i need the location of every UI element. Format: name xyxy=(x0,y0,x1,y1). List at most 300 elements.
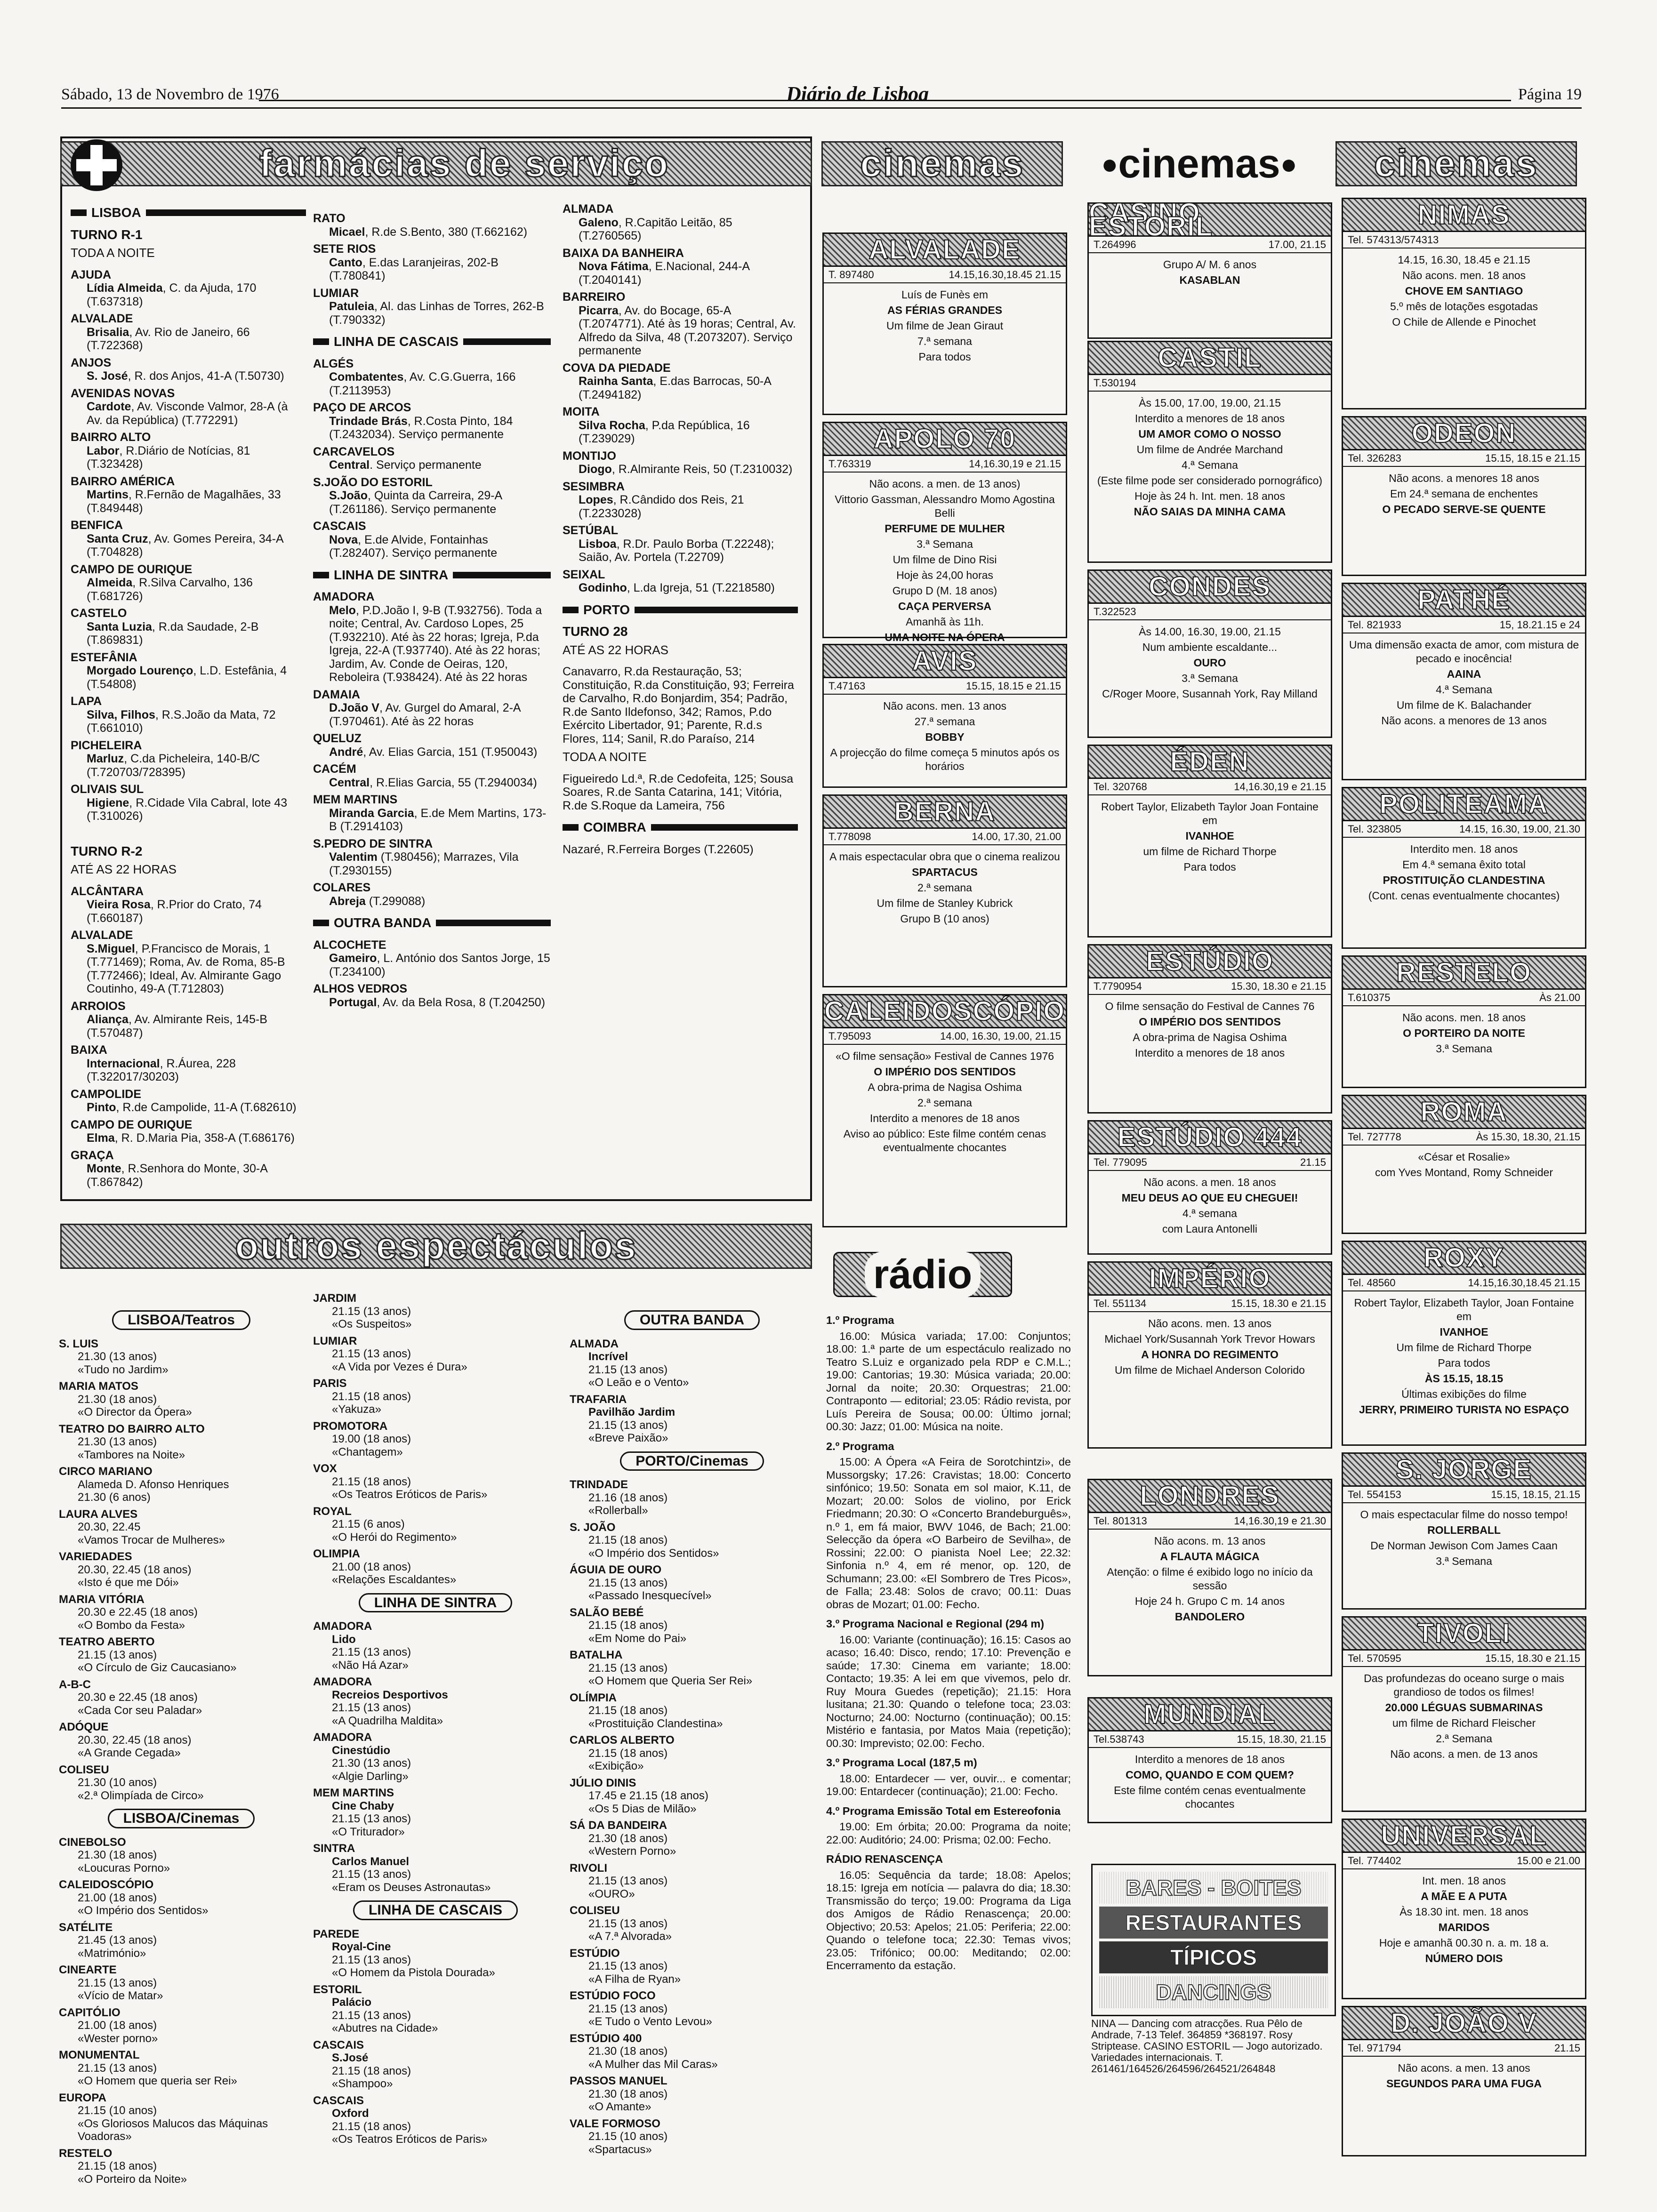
pharmacy-entry xyxy=(313,401,551,441)
show-entry xyxy=(570,1947,814,1986)
show-line: 21.00 (18 anos) xyxy=(78,1891,157,1904)
schedule-heading: ATÉ AS 22 HORAS xyxy=(71,862,177,876)
section-pill-wrap xyxy=(570,1310,814,1330)
show-line: 21.00 (18 anos) xyxy=(332,1560,411,1573)
show-line: 21.45 (13 anos) xyxy=(78,1934,157,1947)
region-bar xyxy=(313,916,551,930)
cinema-line: 3.ª Semana xyxy=(1436,1555,1492,1567)
pharmacy-detail xyxy=(313,776,551,790)
cinema-line: Uma dimensão exacta de amor, com mistura de pecado e inocência! xyxy=(1349,639,1579,665)
show-entry xyxy=(313,1983,558,2035)
cinema-line: «César et Rosalie» xyxy=(1418,1151,1510,1163)
cinema-line: Grupo B (10 anos) xyxy=(900,913,989,925)
cinema-line: (Cont. cenas eventualmente chocantes) xyxy=(1368,890,1560,902)
pharmacy-address: , R.de Campolide, 11-A (T.682610) xyxy=(116,1101,297,1114)
pharmacy-name: Silva Rocha xyxy=(579,418,645,432)
venue-name: RESTELO xyxy=(59,2147,113,2160)
show-line: «Em Nome do Pai» xyxy=(588,1632,687,1645)
pharmacy-detail xyxy=(563,665,798,745)
pharmacy-entry xyxy=(563,202,798,243)
cinema-times: Às 15.30, 18.30, 21.15 xyxy=(1476,1131,1580,1143)
pharmacy-entry xyxy=(313,938,551,979)
cinema-line: A obra-prima de Nagisa Oshima xyxy=(1133,1031,1287,1043)
cinema-name-banner xyxy=(1089,571,1331,604)
show-line: «Prostituição Clandestina» xyxy=(588,1717,723,1730)
show-entry xyxy=(570,1904,814,1943)
cinema-line: Aviso ao público: Este filme contém cenas eventualmente chocantes xyxy=(843,1128,1046,1154)
pharmacy-entry xyxy=(71,651,306,691)
section-pill: LISBOA/Teatros xyxy=(112,1310,250,1330)
show-line: «O Leão e o Vento» xyxy=(588,1376,689,1389)
show-entry xyxy=(313,1505,558,1544)
cinema-box-restelo xyxy=(1342,955,1586,1088)
cinema-body xyxy=(1089,1171,1331,1241)
cinema-times: 15, 18.21.15 e 24 xyxy=(1499,619,1580,631)
venue-name: A-B-C xyxy=(59,1678,91,1691)
pharmacy-address: , L.D. Estefânia, 4 (T.54808) xyxy=(87,664,287,691)
show-entry xyxy=(313,1675,558,1727)
venue-name: TRAFARIA xyxy=(570,1393,627,1406)
pharmacy-address: , R.Áurea, 228 (T.322017/30203) xyxy=(87,1057,236,1083)
cinema-tel-line xyxy=(1089,1154,1331,1171)
cinema-body xyxy=(1089,795,1331,879)
cinema-line: ÀS 15.15, 18.15 xyxy=(1424,1372,1504,1385)
cinema-tel: Tel. 727778 xyxy=(1348,1131,1401,1143)
bar-rule-icon xyxy=(635,607,798,613)
show-line: 21.15 (18 anos) xyxy=(588,1704,668,1717)
pharmacy-locality: COVA DA PIEDADE xyxy=(563,361,671,375)
pharmacy-locality: CARCAVELOS xyxy=(313,445,395,458)
cinema-line: A mais espectacular obra que o cinema realizou xyxy=(829,850,1060,863)
venue-name: TEATRO DO BAIRRO ALTO xyxy=(59,1422,205,1435)
pharmacy-address: , R.Prior do Crato, 74 (T.660187) xyxy=(87,898,262,925)
show-line: 21.16 (18 anos) xyxy=(588,1491,668,1504)
cinema-times: 15.15, 18.15 e 21.15 xyxy=(1485,452,1580,464)
cinema-name-banner xyxy=(1089,197,1331,242)
show-line: 21.15 (13 anos) xyxy=(588,1661,668,1675)
pharmacy-name: Central xyxy=(329,776,370,789)
section-pill: LINHA DE SINTRA xyxy=(359,1593,513,1613)
pharmacy-detail xyxy=(71,1162,306,1189)
show-line: Palácio xyxy=(332,1996,372,2009)
cinema-name: ALVALADE xyxy=(869,234,1021,265)
venue-name: AMADORA xyxy=(313,1675,372,1688)
pharmacy-entry xyxy=(313,357,551,398)
pharmacy-locality: QUELUZ xyxy=(313,732,362,745)
farmacias-col-2 xyxy=(313,212,551,1013)
farmacias-banner xyxy=(60,141,812,186)
show-entry xyxy=(313,1292,558,1331)
cinema-box-sjorge xyxy=(1342,1452,1586,1610)
pharmacy-address: , P.D.João I, 9-B (T.932756). Toda a noite; Central, Av. Cardoso Lopes, 25 (T.932210). Até às 22 horas; Igreja, P.da Igreja, 22-A (T.937740). Até às 22 horas; Jardim, Av. Conde de Oeiras, 120, Reboleira (T.938424). Até às 22 horas xyxy=(329,603,542,684)
show-entry xyxy=(59,1635,304,1675)
show-line: 21.15 (13 anos) xyxy=(588,1363,668,1376)
show-entry xyxy=(570,1691,814,1731)
radio-section-text: 16.00: Música variada; 17.00: Conjuntos; 18.00: 1.ª parte de um espectáculo realizado no Teatro S.Luiz e organizado pela RDP e C.M.L.; 19.00: Cantorias; 19.30: Música variada; 20.00: Jornal da noite; 20.30: Orquestras; 21.00: Contraponto — editorial; 23.05: Rádio revista, por Luís Pereira de Sousa; 00.00: Último jornal; 00.30: Jazz; 01.00: Música na noite. xyxy=(826,1330,1071,1433)
show-entry xyxy=(570,1734,814,1773)
cinema-name: LONDRES xyxy=(1140,1481,1280,1511)
pharmacy-locality: ALHOS VEDROS xyxy=(313,982,408,995)
show-entry xyxy=(313,2094,558,2146)
pharmacy-detail xyxy=(71,898,306,925)
pharmacy-locality: S.JOÃO DO ESTORIL xyxy=(313,475,433,489)
show-entry xyxy=(313,1462,558,1501)
cinema-times: 15.15, 18.15 e 21.15 xyxy=(966,680,1061,692)
show-line: Incrível xyxy=(588,1350,628,1363)
cinemas-banner-center: ● cinemas ● xyxy=(1101,141,1297,186)
show-line: 21.30 (6 anos) xyxy=(78,1491,151,1504)
cinema-name: CALEIDOSCÓPIO xyxy=(824,996,1066,1026)
show-line: 21.15 (13 anos) xyxy=(332,1646,411,1659)
cinema-line: 14.15, 16.30, 18.45 e 21.15 xyxy=(1398,254,1530,266)
show-line: «Isto é que me Dói» xyxy=(78,1576,179,1589)
cinema-tel-line xyxy=(1089,375,1331,392)
pharmacy-locality: LAPA xyxy=(71,695,102,708)
pharmacy-name: Vieira Rosa xyxy=(87,898,151,911)
bares-line-3: TÍPICOS xyxy=(1099,1941,1328,1973)
radio-section-text: 19.00: Em órbita; 20.00: Programa da noite; 22.00: Auditório; 24.00: Prisma; 02.00: Fecho. xyxy=(826,1820,1071,1846)
pharmacy-entry xyxy=(313,445,551,472)
cinemas-banner-right xyxy=(1335,141,1577,186)
pharmacy-detail xyxy=(71,620,306,647)
cinema-times: 15.00 e 21.00 xyxy=(1517,1855,1580,1867)
cinema-tel-line xyxy=(1089,1296,1331,1312)
venue-name: PASSOS MANUEL xyxy=(570,2075,668,2087)
cinema-name-banner xyxy=(1089,1480,1331,1513)
pharmacy-detail xyxy=(313,256,551,283)
show-line: «Vamos Trocar de Mulheres» xyxy=(78,1533,225,1547)
radio-section-heading: 2.º Programa xyxy=(826,1440,894,1452)
show-entry xyxy=(59,1721,304,1760)
venue-name: COLISEU xyxy=(570,1904,620,1917)
show-entry xyxy=(59,1550,304,1589)
cinema-name: CONDES xyxy=(1148,571,1271,602)
show-entry xyxy=(59,1964,304,2003)
cinema-line: Num ambiente escaldante... xyxy=(1142,641,1278,653)
pharmacy-name: Brisalia xyxy=(87,325,129,339)
pharmacy-name: Trindade Brás xyxy=(329,414,408,428)
cinema-times: 21.15 xyxy=(1300,1156,1326,1168)
cinema-box-djoaov xyxy=(1342,2006,1586,2156)
venue-name: VALE FORMOSO xyxy=(570,2117,660,2130)
show-line: 21.30 (18 anos) xyxy=(588,2087,668,2100)
show-entry xyxy=(313,1620,558,1672)
spacer xyxy=(71,827,306,845)
show-line: «Tudo no Jardim» xyxy=(78,1363,169,1376)
cinema-line: AAINA xyxy=(1447,668,1481,680)
cinema-box-nimas xyxy=(1342,198,1586,409)
cinema-line: Um filme de Andrée Marchand xyxy=(1136,443,1283,456)
outros-banner xyxy=(60,1224,812,1269)
pharmacy-entry xyxy=(313,476,551,516)
pharmacy-locality: CAMPOLIDE xyxy=(71,1087,141,1101)
cinema-line: COMO, QUANDO E COM QUEM? xyxy=(1126,1769,1294,1781)
show-line: «Os 5 Dias de Milão» xyxy=(588,1802,697,1815)
cinema-name-banner xyxy=(1343,1618,1585,1651)
cinema-line: ROLLERBALL xyxy=(1427,1524,1501,1536)
show-line: «A Grande Cegada» xyxy=(78,1747,181,1759)
cinema-line: Int. men. 18 anos xyxy=(1422,1875,1506,1887)
cinema-body xyxy=(824,1045,1066,1159)
pharmacy-name: Santa Luzia xyxy=(87,620,152,633)
pharmacy-detail xyxy=(313,895,551,908)
cinema-body xyxy=(824,473,1066,649)
pharmacy-entry xyxy=(563,480,798,521)
venue-name: TRINDADE xyxy=(570,1478,628,1491)
pharmacy-locality: ARROIOS xyxy=(71,999,126,1013)
venue-name: PROMOTORA xyxy=(313,1419,388,1433)
pharmacy-locality: ALGÉS xyxy=(313,357,354,370)
pharmacy-entry xyxy=(71,607,306,647)
pharmacy-locality: BAIXA DA BANHEIRA xyxy=(563,246,684,260)
radio-section-heading: 1.º Programa xyxy=(826,1314,894,1326)
show-line: 21.30 (18 anos) xyxy=(78,1849,157,1861)
pharmacy-locality: RATO xyxy=(313,212,346,225)
cinema-body xyxy=(1343,1667,1585,1766)
cinema-box-pathe xyxy=(1342,583,1586,780)
bar-rule-icon xyxy=(651,824,798,831)
cinema-tel: Tel. 821933 xyxy=(1348,619,1401,631)
cinema-tel: Tel. 323805 xyxy=(1348,823,1401,835)
cinema-times: 15.15, 18.30 e 21.15 xyxy=(1485,1652,1580,1664)
pharmacy-address: Figueiredo Ld.ª, R.de Cedofeita, 125; Sousa Soares, R.de Santa Catarina, 141; Vitória, R.de S.Roque da Lameira, 756 xyxy=(563,772,794,812)
cinema-name-banner xyxy=(1343,788,1585,821)
cinema-tel: T.530194 xyxy=(1094,377,1136,389)
farmacias-col-3 xyxy=(563,202,798,860)
pharmacy-entry xyxy=(71,885,306,925)
show-line: 21.15 (18 anos) xyxy=(332,2120,411,2133)
venue-name: SINTRA xyxy=(313,1842,355,1855)
bares-note: NINA — Dancing com atracções. Rua Pêlo de Andrade, 7-13 Telef. 364859 *368197. Rosy Striptease. CASINO ESTORIL — Jogo autorizado. Variedades internacionais. T. 261461/164526/264596/264521/264848 xyxy=(1091,2018,1323,2075)
cinema-line: O mais espectacular filme do nosso tempo! xyxy=(1360,1508,1568,1521)
cinema-tel-line xyxy=(1343,450,1585,467)
pharmacy-address: , E.de Mem Martins, 173-B (T.2914103) xyxy=(329,806,547,833)
show-entry xyxy=(570,1649,814,1688)
pharmacy-detail xyxy=(313,807,551,834)
pharmacy-entry xyxy=(563,843,798,857)
pharmacy-address: , R.Cândido dos Reis, 21 (T.2233028) xyxy=(579,493,744,520)
cinema-name-banner xyxy=(1343,1454,1585,1487)
pharmacy-locality: AMADORA xyxy=(313,590,375,603)
show-line: 19.00 (18 anos) xyxy=(332,1433,411,1445)
pharmacy-address: , R.Cidade Vila Cabral, lote 43 (T.310026) xyxy=(87,796,288,823)
cinema-line: OURO xyxy=(1193,657,1226,669)
cinema-line: Para todos xyxy=(918,351,971,363)
cinema-box-apolo70 xyxy=(822,422,1067,643)
cinema-times: 15.15, 18.30 e 21.15 xyxy=(1231,1298,1326,1309)
show-entry xyxy=(313,1335,558,1374)
pharmacy-entry xyxy=(313,590,551,684)
radio-title: rádio xyxy=(865,1251,981,1298)
cinema-line: Um filme de K. Balachander xyxy=(1396,699,1532,711)
cinema-body xyxy=(1089,253,1331,292)
pharmacy-address: , Av. do Bocage, 65-A (T.2074771). Até às 19 horas; Central, Av. Alfredo da Silva, 48 (T.2073207). Serviço permanente xyxy=(579,304,796,357)
show-entry xyxy=(313,1420,558,1459)
cinema-line: Um filme de Michael Anderson Colorido xyxy=(1115,1364,1305,1376)
cinema-line: Interdito men. 18 anos xyxy=(1410,843,1518,855)
pharmacy-address: , R.de S.Bento, 380 (T.662162) xyxy=(365,225,528,239)
cinema-line: O filme sensação do Festival de Cannes 76 xyxy=(1105,1000,1315,1012)
venue-name: JARDIM xyxy=(313,1292,357,1305)
radio-section-heading: 3.º Programa Local (187,5 m) xyxy=(826,1756,977,1769)
cinema-box-castil xyxy=(1087,341,1332,563)
cinema-line: 2.ª semana xyxy=(917,882,972,894)
cinema-line: 3.ª Semana xyxy=(917,538,973,550)
pharmacy-locality: CAMPO DE OURIQUE xyxy=(71,1118,193,1131)
show-entry xyxy=(59,1508,304,1547)
pharmacy-address: , R. D.Maria Pia, 358-A (T.686176) xyxy=(114,1131,295,1145)
cinema-times: 14,16.30,19 e 21.15 xyxy=(969,458,1061,470)
pharmacy-name: Miranda Garcia xyxy=(329,806,414,820)
pharmacy-entry xyxy=(71,356,306,383)
show-line: 20.30 e 22.45 (18 anos) xyxy=(78,1606,198,1619)
radio-section-heading: 3.º Programa Nacional e Regional (294 m) xyxy=(826,1618,1045,1630)
cinema-line: 3.ª Semana xyxy=(1436,1042,1492,1055)
cinema-tel: T.778098 xyxy=(828,831,871,842)
pharmacy-detail xyxy=(563,772,798,813)
pharmacy-detail xyxy=(71,1131,306,1145)
cinema-body xyxy=(824,845,1066,930)
cinema-line: Não acons. men. 13 anos xyxy=(883,700,1007,712)
show-line: Lido xyxy=(332,1633,356,1646)
pharmacy-locality: SETÚBAL xyxy=(563,524,619,537)
show-entry xyxy=(570,1338,814,1389)
venue-name: AMADORA xyxy=(313,1620,372,1633)
cinema-tel-line xyxy=(1089,1731,1331,1748)
pharmacy-locality: BAIXA xyxy=(71,1043,107,1057)
pharmacy-locality: MEM MARTINS xyxy=(313,793,398,806)
cinema-box-tivoli xyxy=(1342,1616,1586,1812)
show-line: «Não Há Azar» xyxy=(332,1659,409,1672)
pharmacy-detail xyxy=(313,533,551,560)
cinema-times: 14.15, 16.30, 19.00, 21.30 xyxy=(1459,823,1580,835)
cinema-times: 14.15,16.30,18.45 21.15 xyxy=(949,269,1061,281)
pharmacy-detail xyxy=(71,576,306,603)
cinema-name-banner xyxy=(824,796,1066,829)
cinema-tel-line xyxy=(1343,1651,1585,1667)
pharmacy-address: , R. dos Anjos, 41-A (T.50730) xyxy=(128,369,284,383)
cinema-box-politeama xyxy=(1342,787,1586,949)
venue-name: ADÓQUE xyxy=(59,1721,109,1733)
show-line: 21.15 (10 anos) xyxy=(78,2104,157,2117)
venue-name: BATALHA xyxy=(570,1649,623,1661)
venue-name: VOX xyxy=(313,1462,337,1475)
cinema-line: 20.000 LÉGUAS SUBMARINAS xyxy=(1385,1701,1543,1714)
pharmacy-address: , R.S.João da Mata, 72 (T.661010) xyxy=(87,708,276,735)
bares-box xyxy=(1091,1864,1336,2016)
pharmacy-name: Higiene xyxy=(87,796,129,809)
show-line: «OURO» xyxy=(588,1887,635,1900)
cinema-name: AVIS xyxy=(912,646,978,676)
show-entry xyxy=(313,1731,558,1783)
cinema-line: 3.ª Semana xyxy=(1182,672,1238,684)
pharmacy-address: , R.da Saudade, 2-B (T.869831) xyxy=(87,620,259,647)
cinema-body xyxy=(824,283,1066,369)
show-line: «O Porteiro da Noite» xyxy=(78,2172,187,2186)
cinema-line: Últimas exibições do filme xyxy=(1401,1388,1527,1400)
show-line: «Abutres na Cidade» xyxy=(332,2022,438,2035)
pharmacy-detail xyxy=(313,225,551,239)
bares-line-1: BARES - BOITES xyxy=(1099,1872,1328,1904)
pharmacy-name: Central xyxy=(329,458,370,472)
show-entry xyxy=(570,1989,814,2028)
pharmacy-entry xyxy=(563,524,798,564)
pharmacy-address: Canavarro, R.da Restauração, 53; Constituição, R.da Constituição, 93; Ferreira de Carvalho, R.do Bonjardim, 354; Padrão, R.de Santo Ildefonso, 342; Ramos, P.do Exército Libertador, 91; Parente, R.d.s Flores, 114; Sanil, R.do Paraíso, 214 xyxy=(563,665,794,745)
show-line: «Eram os Deuses Astronautas» xyxy=(332,1881,491,1894)
pharmacy-address: , P.da República, 16 (T.239029) xyxy=(579,418,750,445)
cinema-name-banner xyxy=(1089,746,1331,779)
show-line: 21.30 (10 anos) xyxy=(78,1776,157,1789)
cinema-line: A HONRA DO REGIMENTO xyxy=(1141,1348,1279,1361)
pharmacy-address: , E.das Barrocas, 50-A (T.2494182) xyxy=(579,375,771,401)
show-line: «Rollerball» xyxy=(588,1504,648,1517)
pharmacy-locality: CACÉM xyxy=(313,762,356,776)
cinema-name: ESTÚDIO 444 xyxy=(1117,1122,1303,1153)
pharmacy-detail xyxy=(563,843,798,857)
cinema-times: 14.00, 17.30, 21.00 xyxy=(972,831,1061,842)
show-line: «O Império dos Sentidos» xyxy=(588,1547,719,1560)
pharmacy-detail xyxy=(71,1013,306,1040)
pharmacy-detail xyxy=(313,370,551,397)
pharmacy-name: Elma xyxy=(87,1131,115,1145)
show-line: «Os Teatros Eróticos de Paris» xyxy=(332,2133,488,2146)
cinema-tel: Tel. 779095 xyxy=(1094,1156,1147,1168)
show-line: 21.00 (18 anos) xyxy=(78,2019,157,2032)
cinema-line: Não acons. a men. de 13 anos xyxy=(1390,1748,1538,1760)
pharmacy-name: Santa Cruz xyxy=(87,532,148,545)
show-entry xyxy=(59,1921,304,1960)
venue-name: MEM MARTINS xyxy=(313,1787,394,1799)
cinema-line: Grupo D (M. 18 anos) xyxy=(892,585,997,597)
radio-listings xyxy=(826,1307,1071,1972)
pharmacy-detail xyxy=(563,419,798,446)
venue-name: CARLOS ALBERTO xyxy=(570,1734,675,1747)
show-entry xyxy=(59,1465,304,1504)
show-entry xyxy=(59,2092,304,2143)
pharmacy-entry xyxy=(563,290,798,358)
pharmacy-name: Marluz xyxy=(87,752,124,765)
pharmacy-detail xyxy=(71,281,306,308)
cinema-tel: Tel. 971794 xyxy=(1348,2042,1401,2054)
show-line: 21.15 (10 anos) xyxy=(588,2130,668,2143)
venue-name: OLÍMPIA xyxy=(570,1691,617,1704)
cinema-line: Interdito a menores de 18 anos xyxy=(1134,412,1285,425)
schedule-heading: TODA A NOITE xyxy=(71,246,155,260)
pharmacy-detail xyxy=(313,415,551,441)
cinema-line: Não acons. men. 18 anos xyxy=(1402,1011,1526,1024)
cinema-tel-line xyxy=(1343,1487,1585,1503)
cinema-line: Em 24.ª semana de enchentes xyxy=(1390,488,1538,500)
cinema-tel: T.610375 xyxy=(1348,992,1391,1003)
show-line: Cine Chaby xyxy=(332,1799,394,1812)
show-line: «A Vida por Vezes é Dura» xyxy=(332,1360,467,1373)
venue-name: S. LUIS xyxy=(59,1337,99,1350)
pharmacy-detail xyxy=(313,996,551,1010)
show-line: 21.15 (13 anos) xyxy=(588,1875,668,1887)
cinema-name-banner xyxy=(1089,1263,1331,1296)
pharmacy-entry xyxy=(71,1088,306,1114)
cinema-line: O PORTEIRO DA NOITE xyxy=(1403,1027,1525,1039)
cinema-box-eden xyxy=(1087,745,1332,938)
pharmacy-address: (T.980456); Marrazes, Vila (T.2930155) xyxy=(329,850,519,877)
pharmacy-name: Melo xyxy=(329,603,356,617)
show-entry xyxy=(59,2049,304,2088)
show-entry xyxy=(570,1521,814,1560)
cinema-line: Michael York/Susannah York Trevor Howars xyxy=(1104,1333,1315,1345)
pharmacy-entry xyxy=(313,520,551,560)
pharmacy-locality: OLIVAIS SUL xyxy=(71,783,144,796)
section-pill-wrap xyxy=(59,1809,304,1828)
